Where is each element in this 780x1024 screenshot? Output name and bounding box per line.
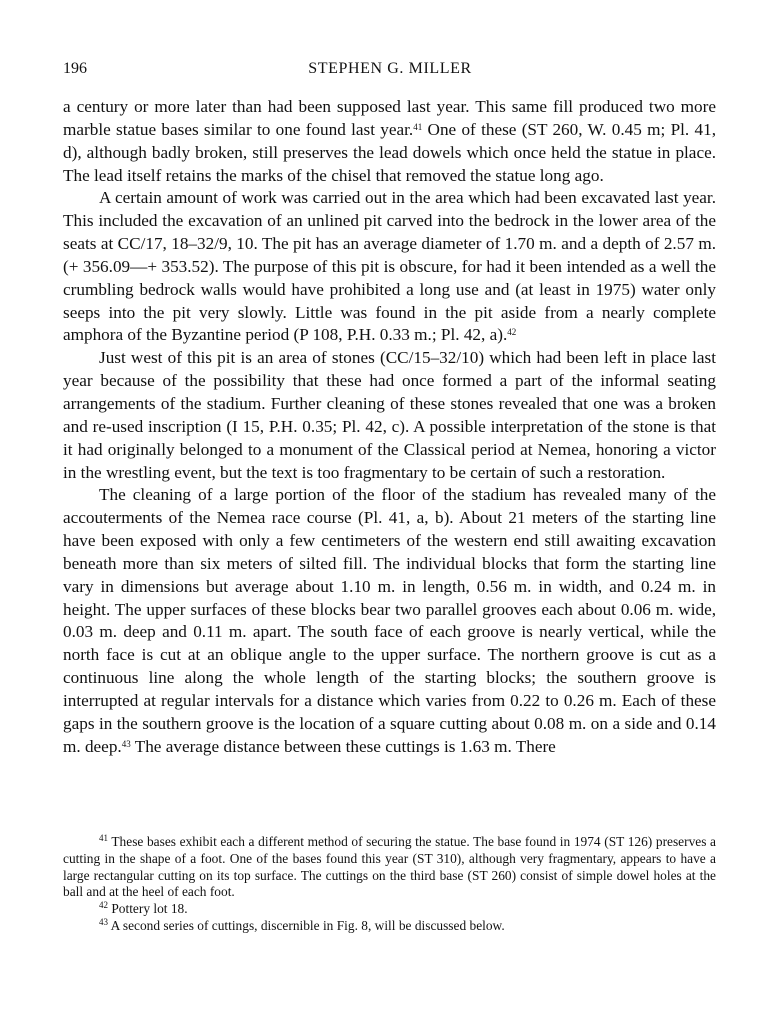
footnote-number: 43 xyxy=(99,916,108,927)
footnote xyxy=(63,918,716,935)
footnote-ref: 41 xyxy=(413,121,423,132)
footnote-text: A second series of cuttings, discernible in Fig. 8, will be discussed below. xyxy=(108,917,505,933)
paragraph-text: a century or more later than had been supposed last year. This same fill produced two more marble statue bases similar to one found last year. xyxy=(63,97,716,139)
page-header xyxy=(63,60,717,82)
footnote xyxy=(63,834,716,901)
paragraph-text-continued: One of these (ST 260, W. 0.45 m; Pl. 41, d), although badly broken, still preserves the lead dowels which once held the statue in place. The lead itself retains the marks of the chisel that removed the statue long ago. xyxy=(63,119,716,185)
footnote-number: 42 xyxy=(99,900,108,911)
body-text xyxy=(63,96,716,758)
footnote-text: These bases exhibit each a different method of securing the statue. The base found in 1974 (ST 126) preserves a cutting in the shape of a foot. One of the bases found this year (ST 310), although very fragmentary, appears to have a large rectangular cutting on its top surface. The cuttings on the third base (ST 260) consist of simple dowel holes at the ball and at the heel of each foot. xyxy=(63,834,716,900)
paragraph xyxy=(63,484,716,758)
footnotes xyxy=(63,834,716,935)
paragraph xyxy=(63,187,716,347)
page-number: 196 xyxy=(63,60,87,77)
running-head: STEPHEN G. MILLER xyxy=(308,60,472,77)
footnote xyxy=(63,901,716,918)
footnote-ref: 43 xyxy=(121,738,131,749)
footnote-ref: 42 xyxy=(507,327,517,338)
footnote-text: Pottery lot 18. xyxy=(108,901,188,917)
paragraph-text-continued: The average distance between these cuttings is 1.63 m. There xyxy=(130,736,556,756)
footnote-number: 41 xyxy=(99,833,108,843)
paragraph xyxy=(63,347,716,484)
paragraph xyxy=(63,96,716,187)
paragraph-text: A certain amount of work was carried out in the area which had been excavated last year. This included the excavation of an unlined pit carved into the bedrock in the lower area of the seats at CC/17, 18–32/9, 10. The pit has an average diameter of 1.70 m. and a depth of 2.57 m. (+ 356.09—+ 353.52). The purpose of this pit is obscure, for had it been intended as a well the crumbling bedrock walls would have prohibited a long use and (at least in 1975) water only seeps into the pit very slowly. Little was found in the pit aside from a nearly complete amphora of the Byzantine period (P 108, P.H. 0.33 m.; Pl. 42, a). xyxy=(63,188,716,345)
paragraph-text: Just west of this pit is an area of stones (CC/15–32/10) which had been left in place last year because of the possibility that these had once formed a part of the informal seating arrangements of the stadium. Further cleaning of these stones revealed that one was a broken and re-used inscription (I 15, P.H. 0.35; Pl. 42, c). A possible interpretation of the stone is that it had originally belonged to a monument of the Classical period at Nemea, honoring a victor in the wrestling event, but the text is too fragmentary to be certain of such a restoration. xyxy=(63,348,716,482)
paragraph-text: The cleaning of a large portion of the floor of the stadium has revealed many of the accouterments of the Nemea race course (Pl. 41, a, b). About 21 meters of the starting line have been exposed with only a few centimeters of the western end still awaiting excavation beneath more than six meters of silted fill. The individual blocks that form the starting line vary in dimensions but average about 1.10 m. in length, 0.56 m. in width, and 0.24 m. in height. The upper surfaces of these blocks bear two parallel grooves each about 0.06 m. wide, 0.03 m. deep and 0.11 m. apart. The south face of each groove is nearly vertical, while the north face is cut at an oblique angle to the upper surface. The northern groove is cut as a continuous line along the whole length of the starting blocks; the southern groove is interrupted at regular intervals for a distance which varies from 0.22 to 0.26 m. Each of these gaps in the southern groove is the location of a square cutting about 0.08 m. on a side and 0.14 m. deep. xyxy=(63,485,716,756)
